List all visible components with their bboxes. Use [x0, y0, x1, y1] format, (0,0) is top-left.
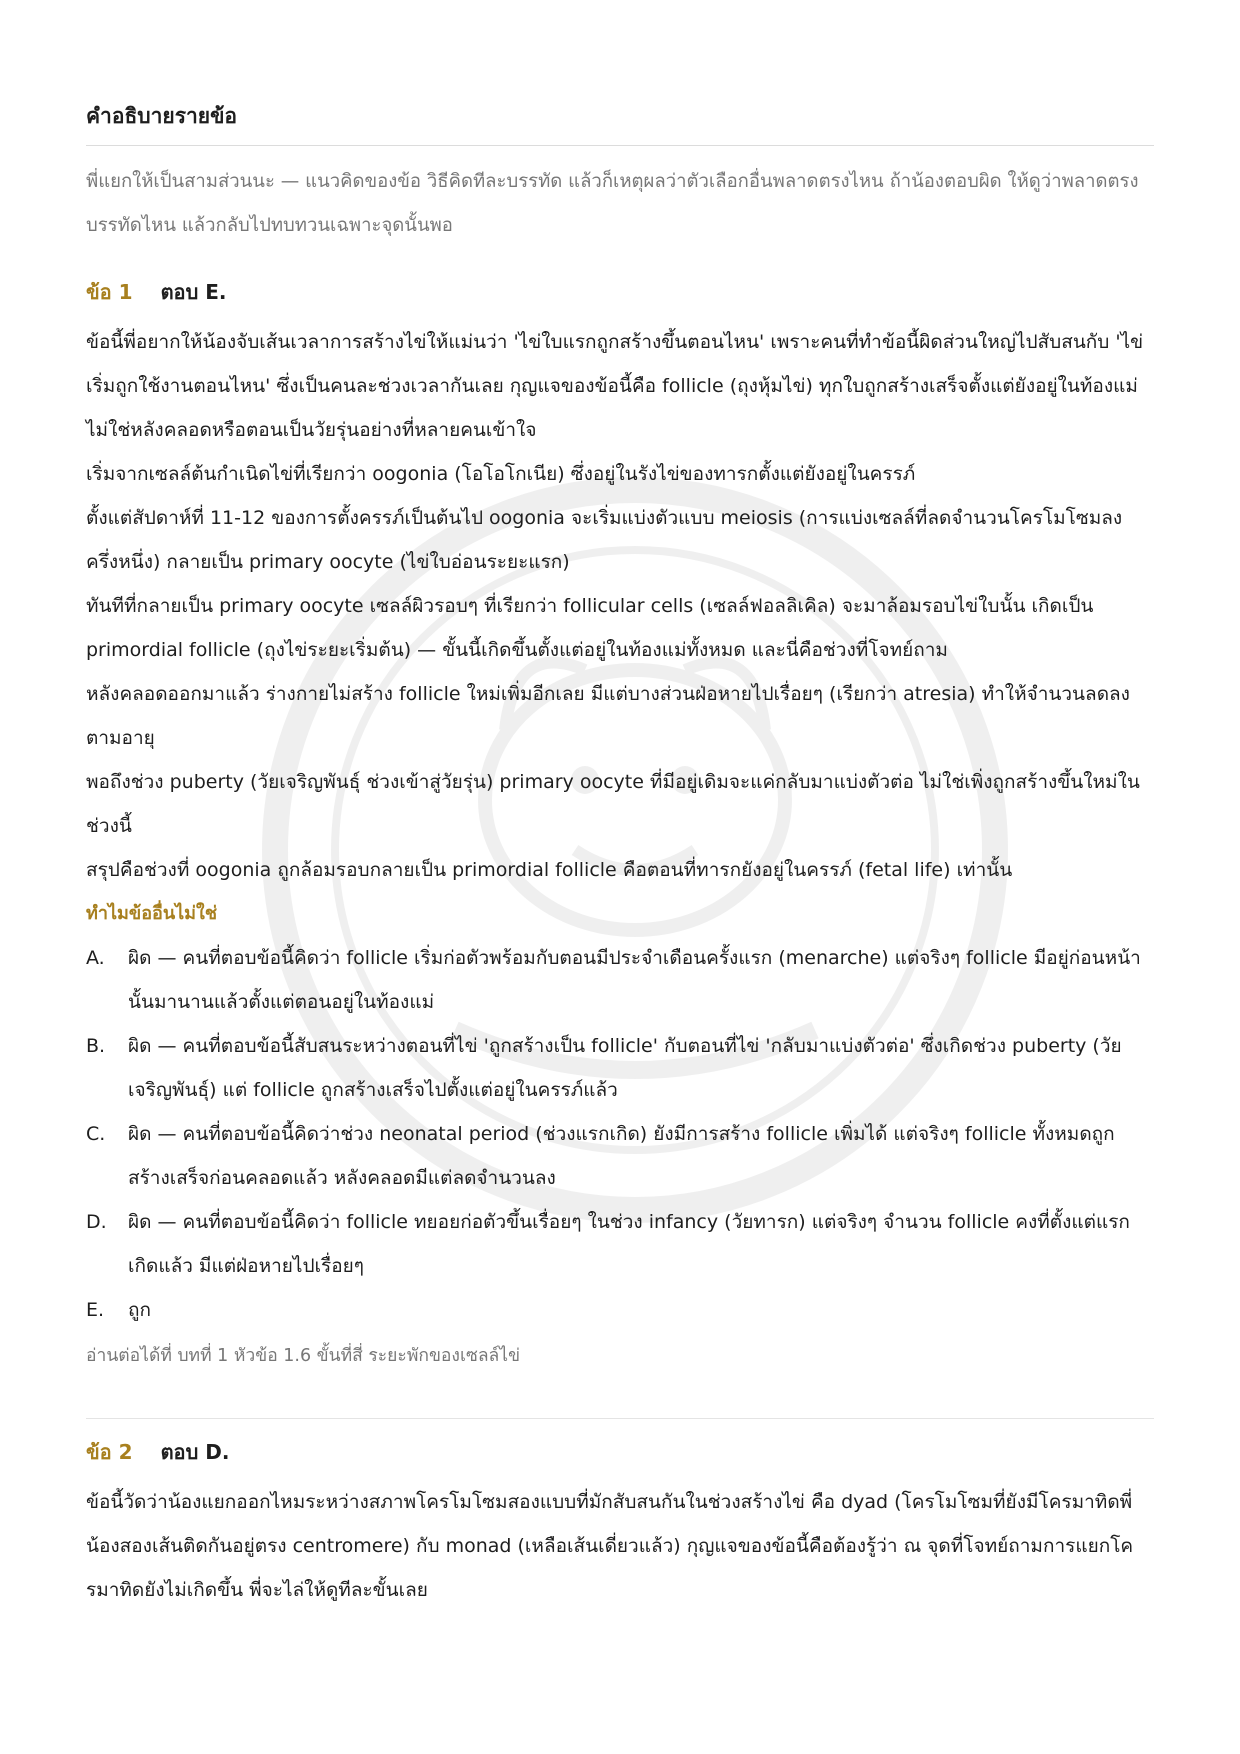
step-2: ตั้งแต่สัปดาห์ที่ 11-12 ของการตั้งครรภ์เป็นต้นไป oogonia จะเริ่มแบ่งตัวแบบ meiosis (การแบ่งเซลล์ที่ลดจำนวนโครโมโซมลงครึ่งหนึ่ง) กลายเป็น primary oocyte (ไข่ใบอ่อนระยะแรก): [86, 507, 1123, 573]
question-divider: [86, 1418, 1154, 1419]
question-2-explanation: [86, 1430, 1154, 1612]
question-number: ข้อ 1: [86, 280, 133, 304]
title-divider: [86, 145, 1154, 146]
option-letter: B.: [86, 1035, 106, 1057]
reference-link: อ่านต่อได้ที่ บทที่ 1 หัวข้อ 1.6 ขั้นที่สี่ ระยะพักของเซลล์ไข่: [86, 1346, 521, 1366]
step-6: สรุปคือช่วงที่ oogonia ถูกล้อมรอบกลายเป็น primordial follicle คือตอนที่ทารกยังอยู่ในครรภ์ (fetal life) เท่านั้น: [86, 859, 1013, 881]
option-a: [86, 936, 1154, 1024]
step-3: ทันทีที่กลายเป็น primary oocyte เซลล์ผิวรอบๆ ที่เรียกว่า follicular cells (เซลล์ฟอลลิเคิล) จะมาล้อมรอบไข่ใบนั้น เกิดเป็น primordial follicle (ถุงไข่ระยะเริ่มต้น) — ขั้นนี้เกิดขึ้นตั้งแต่อยู่ในท้องแม่ทั้งหมด และนี่คือช่วงที่โจทย์ถาม: [86, 595, 1094, 661]
option-c: [86, 1112, 1154, 1200]
option-d: [86, 1200, 1154, 1288]
option-explanation: ถูก: [128, 1299, 152, 1321]
answer-label: ตอบ E.: [160, 280, 227, 304]
question-number: ข้อ 2: [86, 1440, 133, 1464]
question-1-explanation: [86, 270, 1154, 1378]
concept-paragraph: ข้อนี้พี่อยากให้น้องจับเส้นเวลาการสร้างไข่ให้แม่นว่า 'ไข่ใบแรกถูกสร้างขึ้นตอนไหน' เพราะคนที่ทำข้อนี้ผิดส่วนใหญ่ไปสับสนกับ 'ไข่เริ่มถูกใช้งานตอนไหน' ซึ่งเป็นคนละช่วงเวลากันเลย กุญแจของข้อนี้คือ follicle (ถุงหุ้มไข่) ทุกใบถูกสร้างเสร็จตั้งแต่ยังอยู่ในท้องแม่ ไม่ใช่หลังคลอดหรือตอนเป็นวัยรุ่นอย่างที่หลายคนเข้าใจ: [86, 331, 1144, 441]
step-4: หลังคลอดออกมาแล้ว ร่างกายไม่สร้าง follicle ใหม่เพิ่มอีกเลย มีแต่บางส่วนฝ่อหายไปเรื่อยๆ (เรียกว่า atresia) ทำให้จำนวนลดลงตามอายุ: [86, 683, 1130, 749]
option-explanation: ผิด — คนที่ตอบข้อนี้คิดว่า follicle เริ่มก่อตัวพร้อมกับตอนมีประจำเดือนครั้งแรก (menarche) แต่จริงๆ follicle มีอยู่ก่อนหน้านั้นมานานแล้วตั้งแต่ตอนอยู่ในท้องแม่: [128, 947, 1141, 1013]
why-not-heading: ทำไมข้ออื่นไม่ใช่: [86, 903, 218, 924]
option-e: [86, 1288, 1154, 1332]
question-1-header: [86, 270, 1154, 314]
intro-text: พี่แยกให้เป็นสามส่วนนะ — แนวคิดของข้อ วิธีคิดทีละบรรทัด แล้วก็เหตุผลว่าตัวเลือกอื่นพลาดตรงไหน ถ้าน้องตอบผิด ให้ดูว่าพลาดตรงบรรทัดไหน แล้วกลับไปทบทวนเฉพาะจุดนั้นพอ: [86, 171, 1139, 236]
option-letter: D.: [86, 1211, 107, 1233]
step-5: พอถึงช่วง puberty (วัยเจริญพันธุ์ ช่วงเข้าสู่วัยรุ่น) primary oocyte ที่มีอยู่เดิมจะแค่กลับมาแบ่งตัวต่อ ไม่ใช่เพิ่งถูกสร้างขึ้นใหม่ในช่วงนี้: [86, 771, 1140, 837]
answer-label: ตอบ D.: [160, 1440, 230, 1464]
section-title: คำอธิบายรายข้อ: [86, 104, 238, 128]
option-explanation: ผิด — คนที่ตอบข้อนี้สับสนระหว่างตอนที่ไข่ 'ถูกสร้างเป็น follicle' กับตอนที่ไข่ 'กลับมาแบ่งตัวต่อ' ซึ่งเกิดช่วง puberty (วัยเจริญพันธุ์) แต่ follicle ถูกสร้างเสร็จไปตั้งแต่อยู่ในครรภ์แล้ว: [128, 1035, 1122, 1101]
option-explanation: ผิด — คนที่ตอบข้อนี้คิดว่าช่วง neonatal period (ช่วงแรกเกิด) ยังมีการสร้าง follicle เพิ่มได้ แต่จริงๆ follicle ทั้งหมดถูกสร้างเสร็จก่อนคลอดแล้ว หลังคลอดมีแต่ลดจำนวนลง: [128, 1123, 1115, 1189]
option-b: [86, 1024, 1154, 1112]
option-letter: C.: [86, 1123, 106, 1145]
option-letter: E.: [86, 1299, 105, 1321]
question-2-header: [86, 1430, 1154, 1474]
option-letter: A.: [86, 947, 105, 969]
option-list: [86, 936, 1154, 1332]
concept-paragraph: ข้อนี้วัดว่าน้องแยกออกไหมระหว่างสภาพโครโมโซมสองแบบที่มักสับสนกันในช่วงสร้างไข่ คือ dyad (โครโมโซมที่ยังมีโครมาทิดพี่น้องสองเส้นติดกันอยู่ตรง centromere) กับ monad (เหลือเส้นเดี่ยวแล้ว) กุญแจของข้อนี้คือต้องรู้ว่า ณ จุดที่โจทย์ถามการแยกโครมาทิดยังไม่เกิดขึ้น พี่จะไล่ให้ดูทีละขั้นเลย: [86, 1491, 1134, 1601]
option-explanation: ผิด — คนที่ตอบข้อนี้คิดว่า follicle ทยอยก่อตัวขึ้นเรื่อยๆ ในช่วง infancy (วัยทารก) แต่จริงๆ จำนวน follicle คงที่ตั้งแต่แรกเกิดแล้ว มีแต่ฝ่อหายไปเรื่อยๆ: [128, 1211, 1130, 1277]
step-1: เริ่มจากเซลล์ต้นกำเนิดไข่ที่เรียกว่า oogonia (โอโอโกเนีย) ซึ่งอยู่ในรังไข่ของทารกตั้งแต่ยังอยู่ในครรภ์: [86, 463, 916, 485]
